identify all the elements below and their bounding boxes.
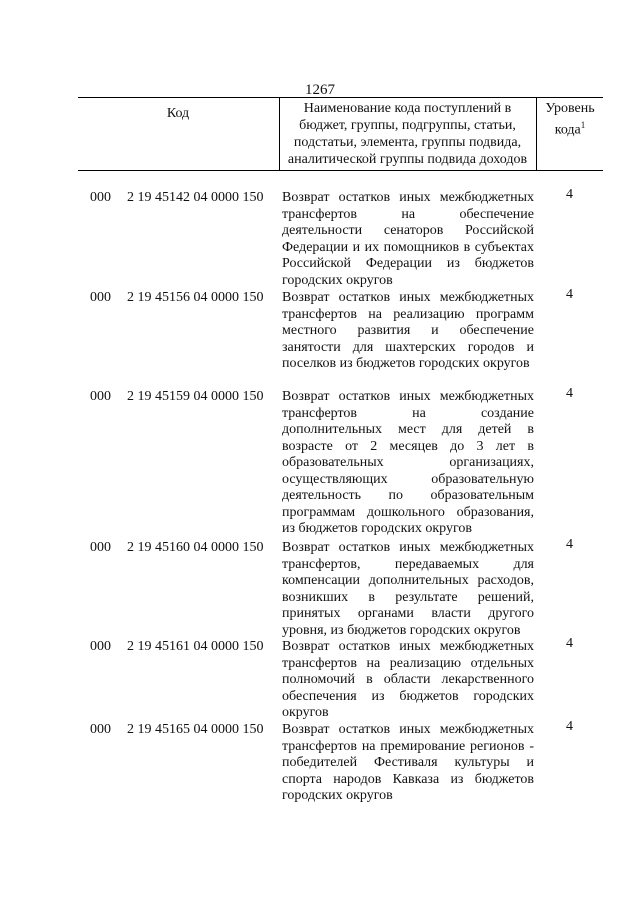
revenue-code: 2 19 45160 04 0000 150 (127, 540, 264, 555)
revenue-name: Возврат остатков иных межбюджетных трансфертов на реализацию отдельных полномочий в области лекарственного обеспечения из бюджетов городских округов (282, 639, 534, 720)
code-level: 4 (566, 537, 573, 552)
code-level: 4 (566, 636, 573, 651)
header-level (538, 100, 602, 139)
revenue-code: 2 19 45159 04 0000 150 (127, 389, 264, 404)
header-code: Код (166, 106, 190, 121)
table-header (78, 97, 603, 171)
admin-code: 000 (90, 639, 111, 654)
header-name: Наименование кода поступлений в бюджет, группы, подгруппы, статьи, подстатьи, элемента, группы подвида, аналитической группы подвида доходов (287, 101, 528, 167)
revenue-code: 2 19 45156 04 0000 150 (127, 290, 264, 305)
admin-code: 000 (90, 540, 111, 555)
admin-code: 000 (90, 389, 111, 404)
revenue-code: 2 19 45142 04 0000 150 (127, 190, 264, 205)
header-divider (536, 98, 537, 170)
revenue-name: Возврат остатков иных межбюджетных трансфертов, передаваемых для компенсации дополнительных расходов, возникших в результате решений, принятых органами власти другого уровня, из бюджетов городских округов (282, 540, 534, 638)
revenue-code: 2 19 45161 04 0000 150 (127, 639, 264, 654)
revenue-code: 2 19 45165 04 0000 150 (127, 722, 264, 737)
code-level: 4 (566, 386, 573, 401)
revenue-name: Возврат остатков иных межбюджетных трансфертов на премирование регионов - победителей Фестиваля культуры и спорта народов Кавказа из бюджетов городских округов (282, 722, 534, 803)
header-level-label: Уровень кода (545, 101, 595, 138)
admin-code: 000 (90, 722, 111, 737)
page-number: 1267 (305, 82, 335, 98)
revenue-name: Возврат остатков иных межбюджетных трансфертов на обеспечение деятельности сенаторов Российской Федерации и их помощников в субъектах Российской Федерации из бюджетов городских округов (282, 190, 534, 288)
revenue-name: Возврат остатков иных межбюджетных трансфертов на создание дополнительных мест для детей в возрасте от 2 месяцев до 3 лет в образовательных организациях, осуществляющих образовательную деятельность по образовательным программам дошкольного образования, из бюджетов городских округов (282, 389, 534, 536)
code-level: 4 (566, 719, 573, 734)
code-level: 4 (566, 187, 573, 202)
admin-code: 000 (90, 190, 111, 205)
admin-code: 000 (90, 290, 111, 305)
revenue-name: Возврат остатков иных межбюджетных трансфертов на реализацию программ местного развития и обеспечение занятости для шахтерских городов и поселков из бюджетов городских округов (282, 290, 534, 371)
header-level-footnote: 1 (580, 120, 586, 130)
code-level: 4 (566, 287, 573, 302)
